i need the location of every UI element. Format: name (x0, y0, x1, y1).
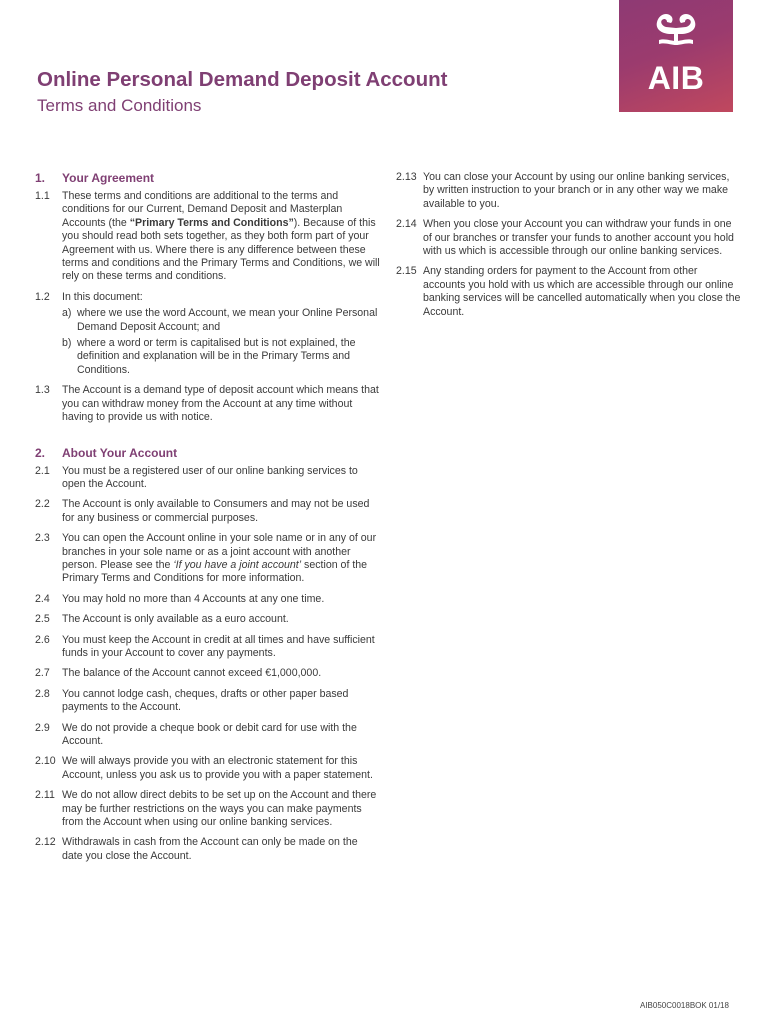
sub-clause-letter: a) (62, 307, 72, 320)
clause-number: 2.15 (396, 265, 417, 278)
clause-text-part: These terms and conditions are additional to the terms and conditions for our Current, Demand Deposit and Masterplan Accounts (the (62, 190, 343, 229)
clause-number: 2.5 (35, 613, 50, 626)
clause-2-7 (35, 667, 380, 680)
clause-number: 2.13 (396, 171, 417, 183)
sub-clause-b (62, 337, 380, 377)
clause-text: You cannot lodge cash, cheques, drafts or other paper based payments to the Account. (62, 687, 349, 714)
page-subtitle: Terms and Conditions (37, 96, 202, 115)
clause-1-3 (35, 384, 380, 424)
clause-text (62, 291, 380, 377)
section-number: 2. (35, 445, 46, 460)
clause-number: 1.1 (35, 190, 50, 202)
clause-text: When you close your Account you can withdraw your funds in one of our branches or transfer your funds to another account you hold with us which is accessible through our online banking services. (423, 218, 734, 258)
clause-text: You may hold no more than 4 Accounts at any one time. (62, 592, 325, 605)
clause-number: 2.3 (35, 532, 50, 545)
clause-intro: In this document: (62, 290, 143, 303)
clause-text: The Account is only available to Consumers and may not be used for any business or commercial purposes. (62, 498, 370, 524)
sub-clause-text: where a word or term is capitalised but is not explained, the definition and explanation will be in the Primary Terms and Conditions. (77, 337, 356, 376)
section-title: Your Agreement (62, 171, 155, 185)
clause-2-10 (35, 755, 380, 782)
clause-2-12 (35, 836, 380, 863)
clause-text (62, 190, 380, 284)
clause-number: 2.10 (35, 755, 56, 768)
document-code: AIB050C0018BOK 01/18 (640, 1001, 729, 1010)
clause-2-6 (35, 634, 380, 661)
aib-logo (619, 0, 733, 112)
clause-2-5 (35, 613, 380, 626)
clause-number: 2.12 (35, 836, 56, 849)
clause-text: The Account is a demand type of deposit account which means that you can withdraw money from the Account at any time without having to provide us with notice. (62, 384, 379, 424)
clause-text-part: ). Because of this you should read both sets together, as they both form part of your Agreement with us. Where there is any difference between these terms and conditions and the Primary Terms and Conditions, we will rely on these terms and conditions. (62, 216, 380, 283)
clause-2-15 (396, 265, 741, 319)
clause-text: We do not allow direct debits to be set up on the Account and there may be further restrictions on the ways you can make payments from the Account when using our online banking services. (62, 789, 377, 829)
defined-term: “Primary Terms and Conditions” (129, 216, 294, 229)
clause-number: 2.8 (35, 687, 50, 700)
clause-text-part: section of the Primary Terms and Conditions for more information. (62, 558, 368, 585)
clause-number: 2.1 (35, 464, 50, 477)
clause-text (62, 532, 380, 586)
clause-text: We will always provide you with an electronic statement for this Account, unless you ask us to provide you with a paper statement. (62, 755, 373, 781)
clause-number: 2.14 (396, 218, 417, 231)
clause-text: Any standing orders for payment to the Account from other accounts you hold with us which are accessible through our online banking services will be cancelled automatically when you close the Account. (423, 265, 741, 318)
clause-text: You must keep the Account in credit at all times and have sufficient funds in your Account to cover any payments. (62, 633, 375, 659)
section-reference: ‘If you have a joint account’ (173, 558, 302, 571)
clause-number: 2.6 (35, 633, 50, 646)
section-heading (35, 446, 380, 461)
sub-clause-text: where we use the word Account, we mean your Online Personal Demand Deposit Account; and (77, 307, 378, 333)
section-heading (35, 171, 380, 186)
clause-2-3 (35, 532, 380, 586)
left-column (35, 171, 380, 870)
sub-clause-a (62, 307, 380, 334)
clause-text-part: You can open the Account online in your sole name or in any of our branches in your sole name or as a joint account with another person. Please see the (62, 532, 377, 571)
clause-2-2 (35, 498, 380, 525)
clause-number: 2.9 (35, 721, 50, 734)
clause-text: The Account is only available as a euro account. (62, 613, 289, 626)
clause-2-9 (35, 722, 380, 749)
clause-text: Withdrawals in cash from the Account can only be made on the date you close the Account. (62, 836, 358, 862)
clause-number: 2.7 (35, 667, 50, 680)
clause-2-8 (35, 688, 380, 715)
clause-text: You must be a registered user of our online banking services to open the Account. (62, 464, 358, 490)
clause-number: 2.11 (35, 789, 55, 802)
section-title: About Your Account (62, 445, 178, 460)
aib-ark-icon (619, 0, 733, 60)
clause-2-1 (35, 465, 380, 492)
clause-number: 1.2 (35, 290, 50, 303)
clause-number: 2.2 (35, 498, 50, 511)
section-number: 1. (35, 171, 46, 185)
clause-1-2 (35, 291, 380, 377)
right-column (396, 171, 741, 326)
clause-text: We do not provide a cheque book or debit card for use with the Account. (62, 721, 357, 747)
clause-2-4 (35, 593, 380, 606)
clause-2-13 (396, 171, 741, 211)
clause-2-14 (396, 218, 741, 258)
sub-clause-letter: b) (62, 337, 72, 350)
clause-text: You can close your Account by using our online banking services, by written instruction to your branch or in any other way we make available to you. (423, 171, 730, 210)
clause-1-1 (35, 190, 380, 284)
clause-number: 2.4 (35, 592, 50, 605)
clause-2-11 (35, 789, 380, 829)
logo-text: AIB (647, 60, 705, 96)
clause-number: 1.3 (35, 384, 50, 397)
page-title: Online Personal Demand Deposit Account (37, 68, 448, 91)
clause-text: The balance of the Account cannot exceed €1,000,000. (62, 667, 322, 680)
